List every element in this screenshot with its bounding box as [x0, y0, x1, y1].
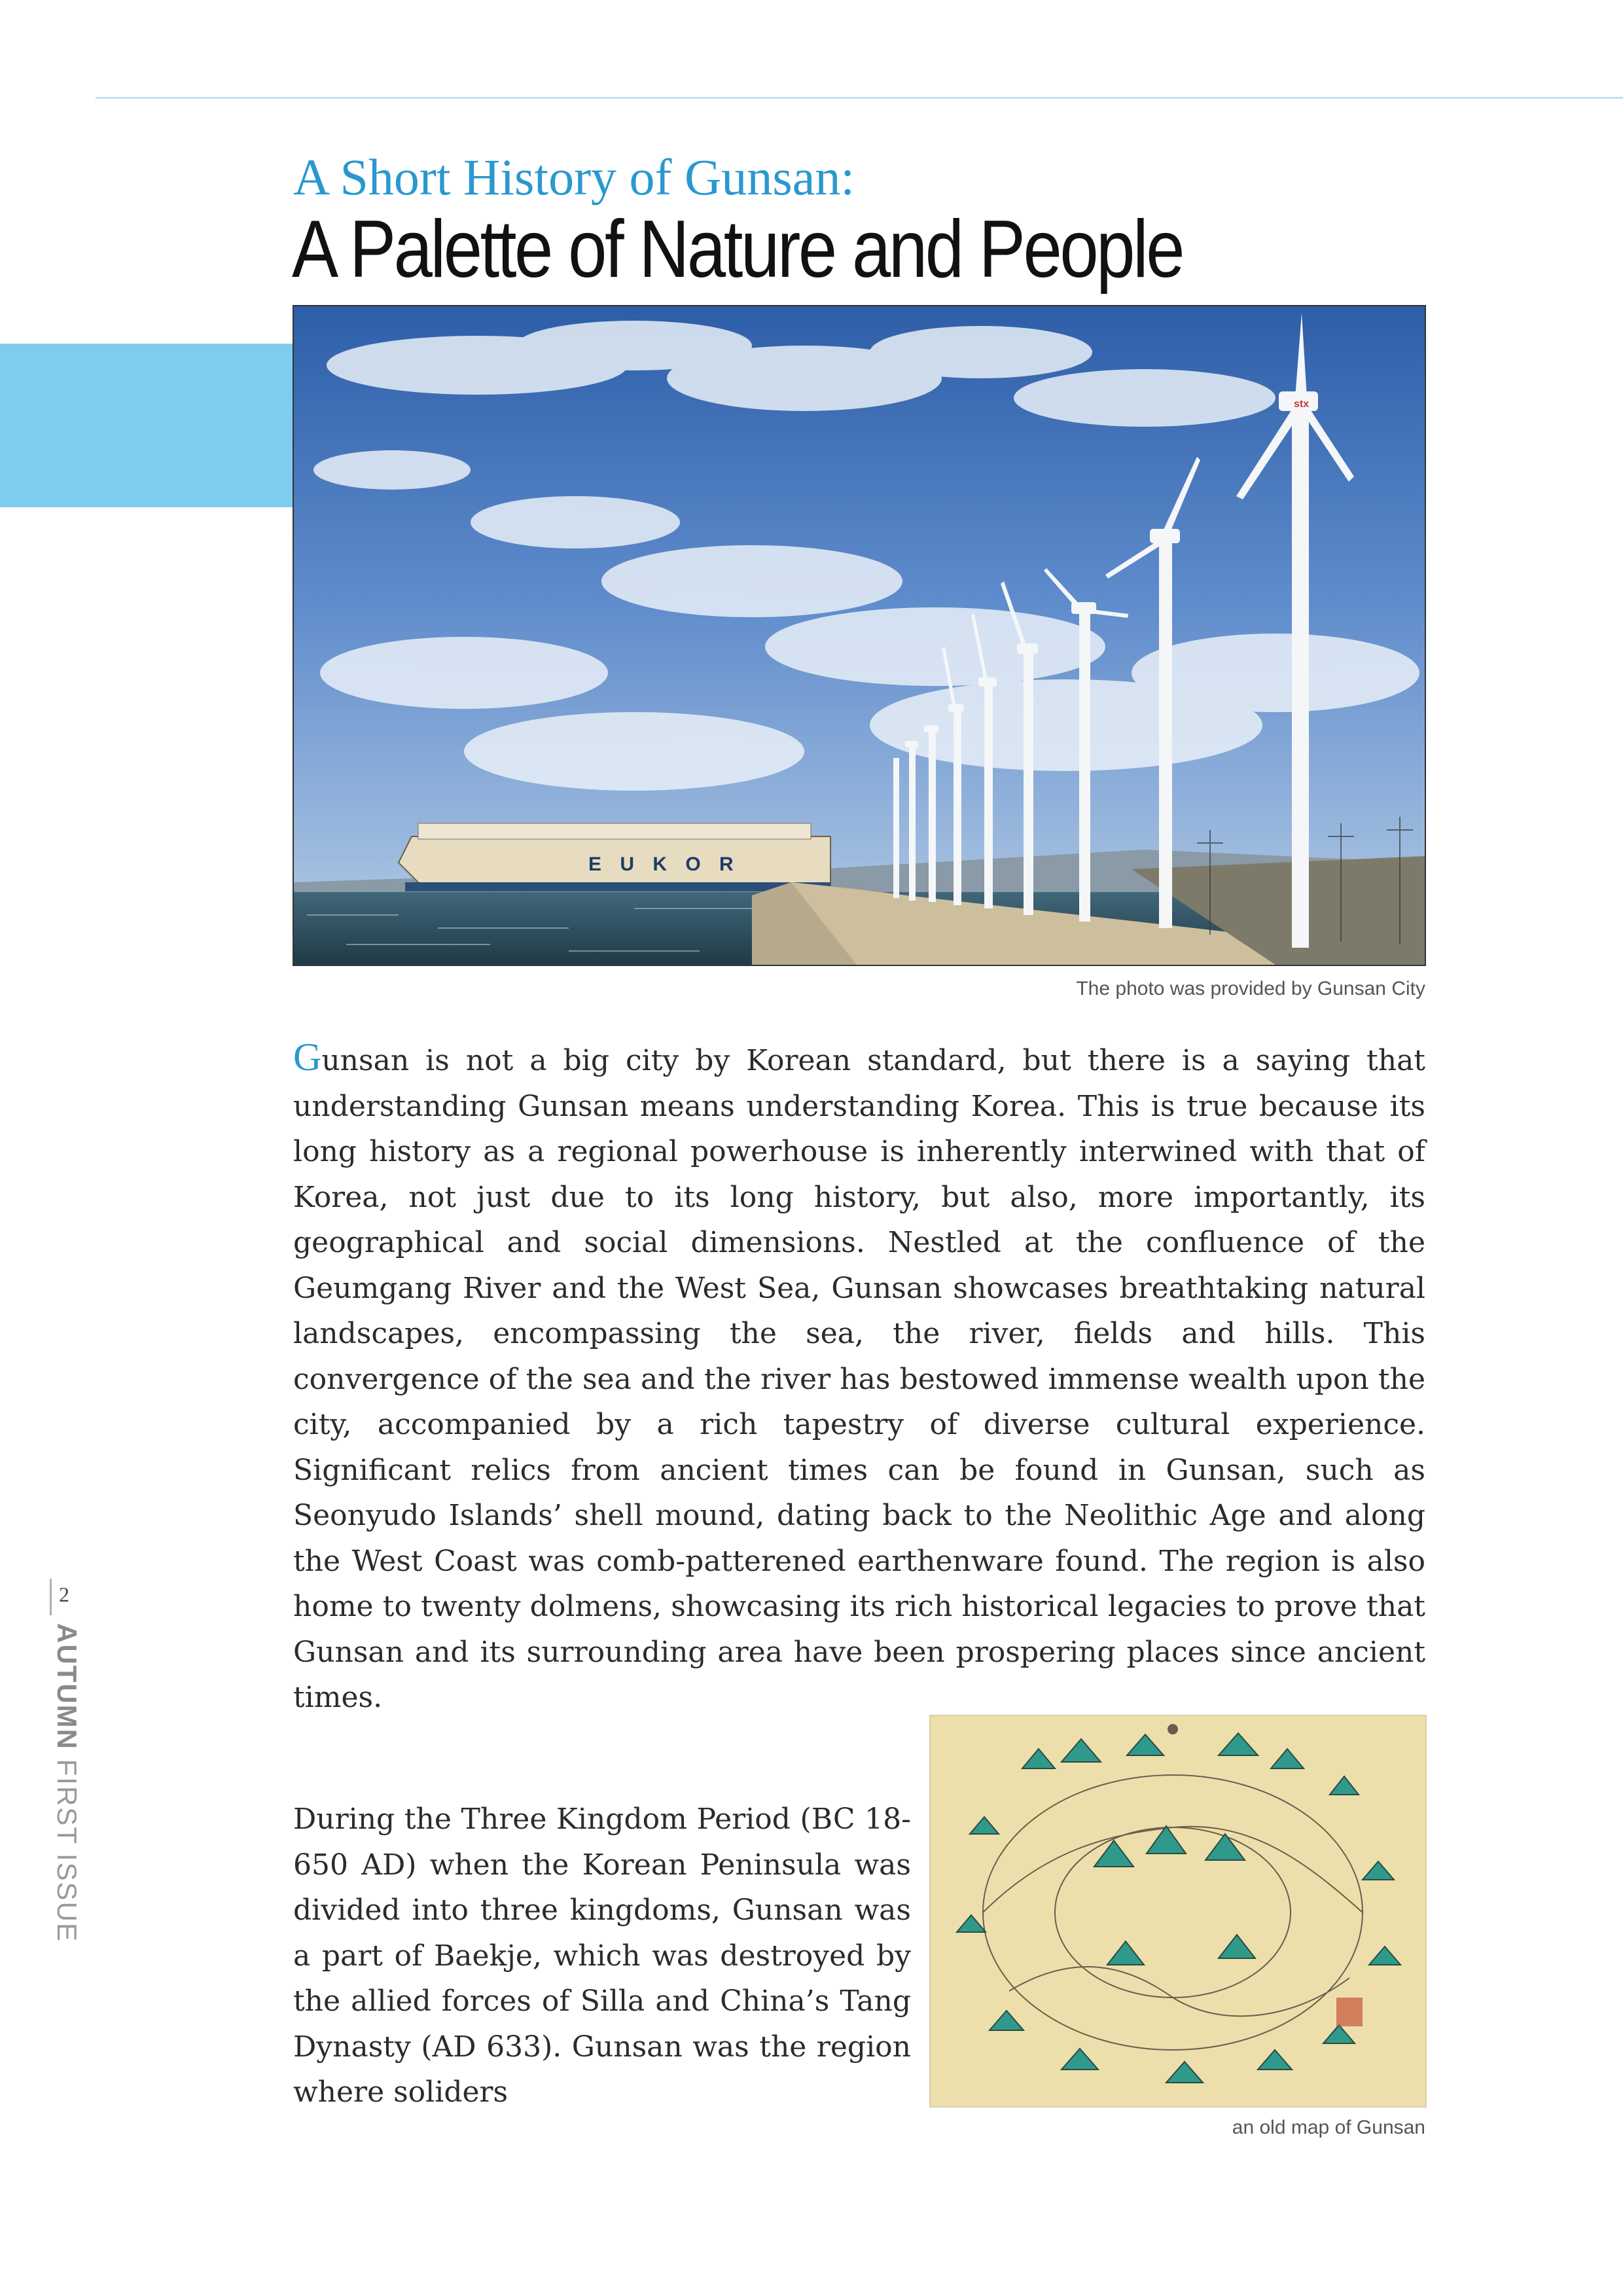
wind-turbine-photo: [293, 305, 1426, 966]
drop-cap: G: [293, 1035, 322, 1079]
issue-name: FIRST ISSUE: [52, 1759, 82, 1943]
article-title: A Palette of Nature and People: [292, 204, 1183, 295]
article-paragraph-1: [293, 1037, 1425, 1721]
old-map-illustration: [929, 1715, 1427, 2108]
photo-caption: The photo was provided by Gunsan City: [1076, 978, 1425, 999]
issue-label: [51, 1623, 82, 1943]
page-number: 2: [59, 1583, 69, 1606]
top-rule: [96, 97, 1623, 99]
side-color-band: [0, 344, 293, 507]
svg-text:stx: stx: [1294, 399, 1310, 410]
map-caption: an old map of Gunsan: [1232, 2117, 1425, 2138]
paragraph-1-text: unsan is not a big city by Korean standard, but there is a saying that understanding Gunsan means understanding Korea. This is true because its long history as a regional powerhouse is inherently interwined with that of Korea, not just due to its long history, but also, more importantly, its geographical and social dimensions. Nestled at the confluence of the Geumgang River and the West Sea, Gunsan showcases breathtaking natural landscapes, encompassing the sea, the river, fields and hills. This convergence of the sea and the river has bestowed immense wealth upon the city, accompanied by a rich tapestry of diverse cultural experience. Significant relics from ancient times can be found in Gunsan, such as Seonyudo Islands’ shell mound, dating back to the Neolithic Age and along the West Coast was comb-patterened earthenware found. The region is also home to twenty dolmens, showcasing its rich historical legacies to prove that Gunsan and its surrounding area have been prospering places since ancient times.: [293, 1044, 1425, 1714]
article-paragraph-2: During the Three Kingdom Period (BC 18-650 AD) when the Korean Peninsula was divided into three kingdoms, Gunsan was a part of Baekje, which was destroyed by the allied forces of Silla and China’s Tang Dynasty (AD 633). Gunsan was the region where soliders: [293, 1803, 911, 2109]
article-subtitle: A Short History of Gunsan:: [293, 149, 855, 206]
season-label: AUTUMN: [52, 1623, 82, 1750]
cargo-ship: [399, 823, 830, 891]
folio-divider: [50, 1579, 52, 1615]
svg-text:E U K O R: E U K O R: [588, 853, 740, 875]
